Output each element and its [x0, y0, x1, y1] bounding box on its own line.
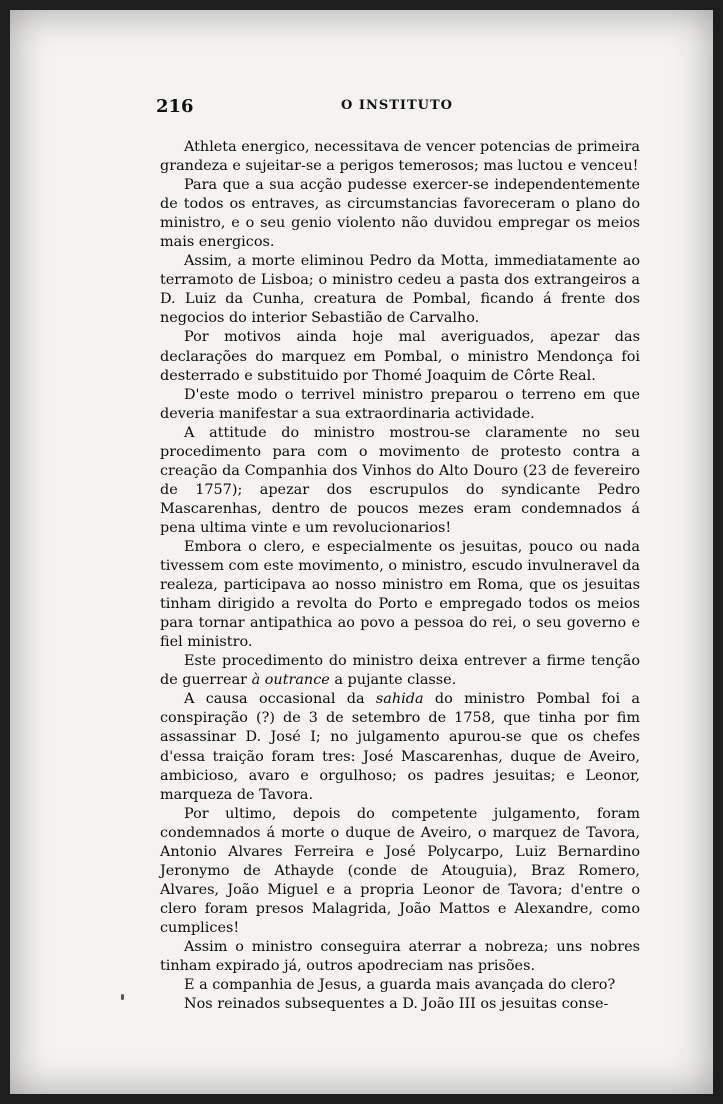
- paragraph: Assim, a morte eliminou Pedro da Motta, immediatamente ao terramoto de Lisboa; o ministro cedeu a pasta dos extrangeiros a D. Luiz da Cunha, creatura de Pombal, ficando á frente dos negocios do interior Sebastião de Carvalho.: [160, 253, 640, 327]
- paragraph: Para que a sua acção pudesse exercer-se independentemente de todos os entraves, as circumstancias favoreceram o plano do ministro, e o seu genio violento não duvidou empregar os meios mais energicos.: [160, 177, 640, 251]
- paragraph: Nos reinados subsequentes a D. João III os jesuitas conse-: [184, 996, 609, 1013]
- paragraph: Por motivos ainda hoje mal averiguados, apezar das declarações do marquez em Pombal, o ministro Mendonça foi desterrado e substituido por Thomé Joaquim de Côrte Real.: [160, 329, 640, 384]
- scan-speck: [121, 994, 124, 1000]
- paragraph: D'este modo o terrivel ministro preparou o terreno em que deveria manifestar a sua extraordinaria actividade.: [160, 386, 640, 422]
- paragraph: A attitude do ministro mostrou-se claramente no seu procedimento para com o movimento de protesto contra a creação da Companhia dos Vinhos do Alto Douro (23 de fevereiro de 1757); apezar dos escrupulos do syndicante Pedro Mascarenhas, dentro de poucos mezes eram condemnados á pena ultima vinte e um revolucionarios!: [160, 424, 640, 536]
- italic-phrase: à outrance: [251, 672, 330, 689]
- page-header: [156, 96, 638, 126]
- paragraph: Athleta energico, necessitava de vencer potencias de primeira grandeza e sujeitar-se a perigos temerosos; mas luctou e venceu!: [160, 139, 640, 175]
- paragraph: Embora o clero, e especialmente os jesuitas, pouco ou nada tivessem com este movimento, o ministro, escudo invulneravel da realeza, participava ao nosso ministro em Roma, que os jesuitas tinham dirigido a revolta do Porto e empregado todos os meios para tornar antipathica ao povo a pessoa do rei, o seu governo e fiel ministro.: [160, 538, 640, 651]
- paragraph: Este procedimento do ministro deixa entrever a firme tenção de guerrear à outrance a pujante classe.: [160, 653, 640, 689]
- running-title: O INSTITUTO: [341, 98, 453, 113]
- page-number: 216: [156, 96, 194, 117]
- paragraph: A causa occasional da sahida do ministro Pombal foi a conspiração (?) de 3 de setembro de 1758, que tinha por fim assassinar D. José I; no julgamento apurou-se que os chefes d'essa traição foram tres: José Mascarenhas, duque de Aveiro, ambicioso, avaro e orgulhoso; os padres jesuitas; e Leonor, marqueza de Tavora.: [160, 691, 640, 803]
- paragraph: E a companhia de Jesus, a guarda mais avançada do clero?: [184, 977, 616, 994]
- paragraph: Assim o ministro conseguira aterrar a nobreza; uns nobres tinham expirado já, outros apodreciam nas prisões.: [160, 938, 640, 975]
- body-text: [160, 138, 640, 1014]
- italic-phrase: sahida: [375, 691, 424, 708]
- paragraph: Por ultimo, depois do competente julgamento, foram condemnados á morte o duque de Aveiro, o marquez de Tavora, Antonio Alvares Ferreira e José Polycarpo, Luiz Bernardino Jeronymo de Athayde (conde de Atouguia), Braz Romero, Alvares, João Miguel e a propria Leonor de Tavora; d'entre o clero foram presos Malagrida, João Mattos e Alexandre, como cumplices!: [160, 805, 640, 936]
